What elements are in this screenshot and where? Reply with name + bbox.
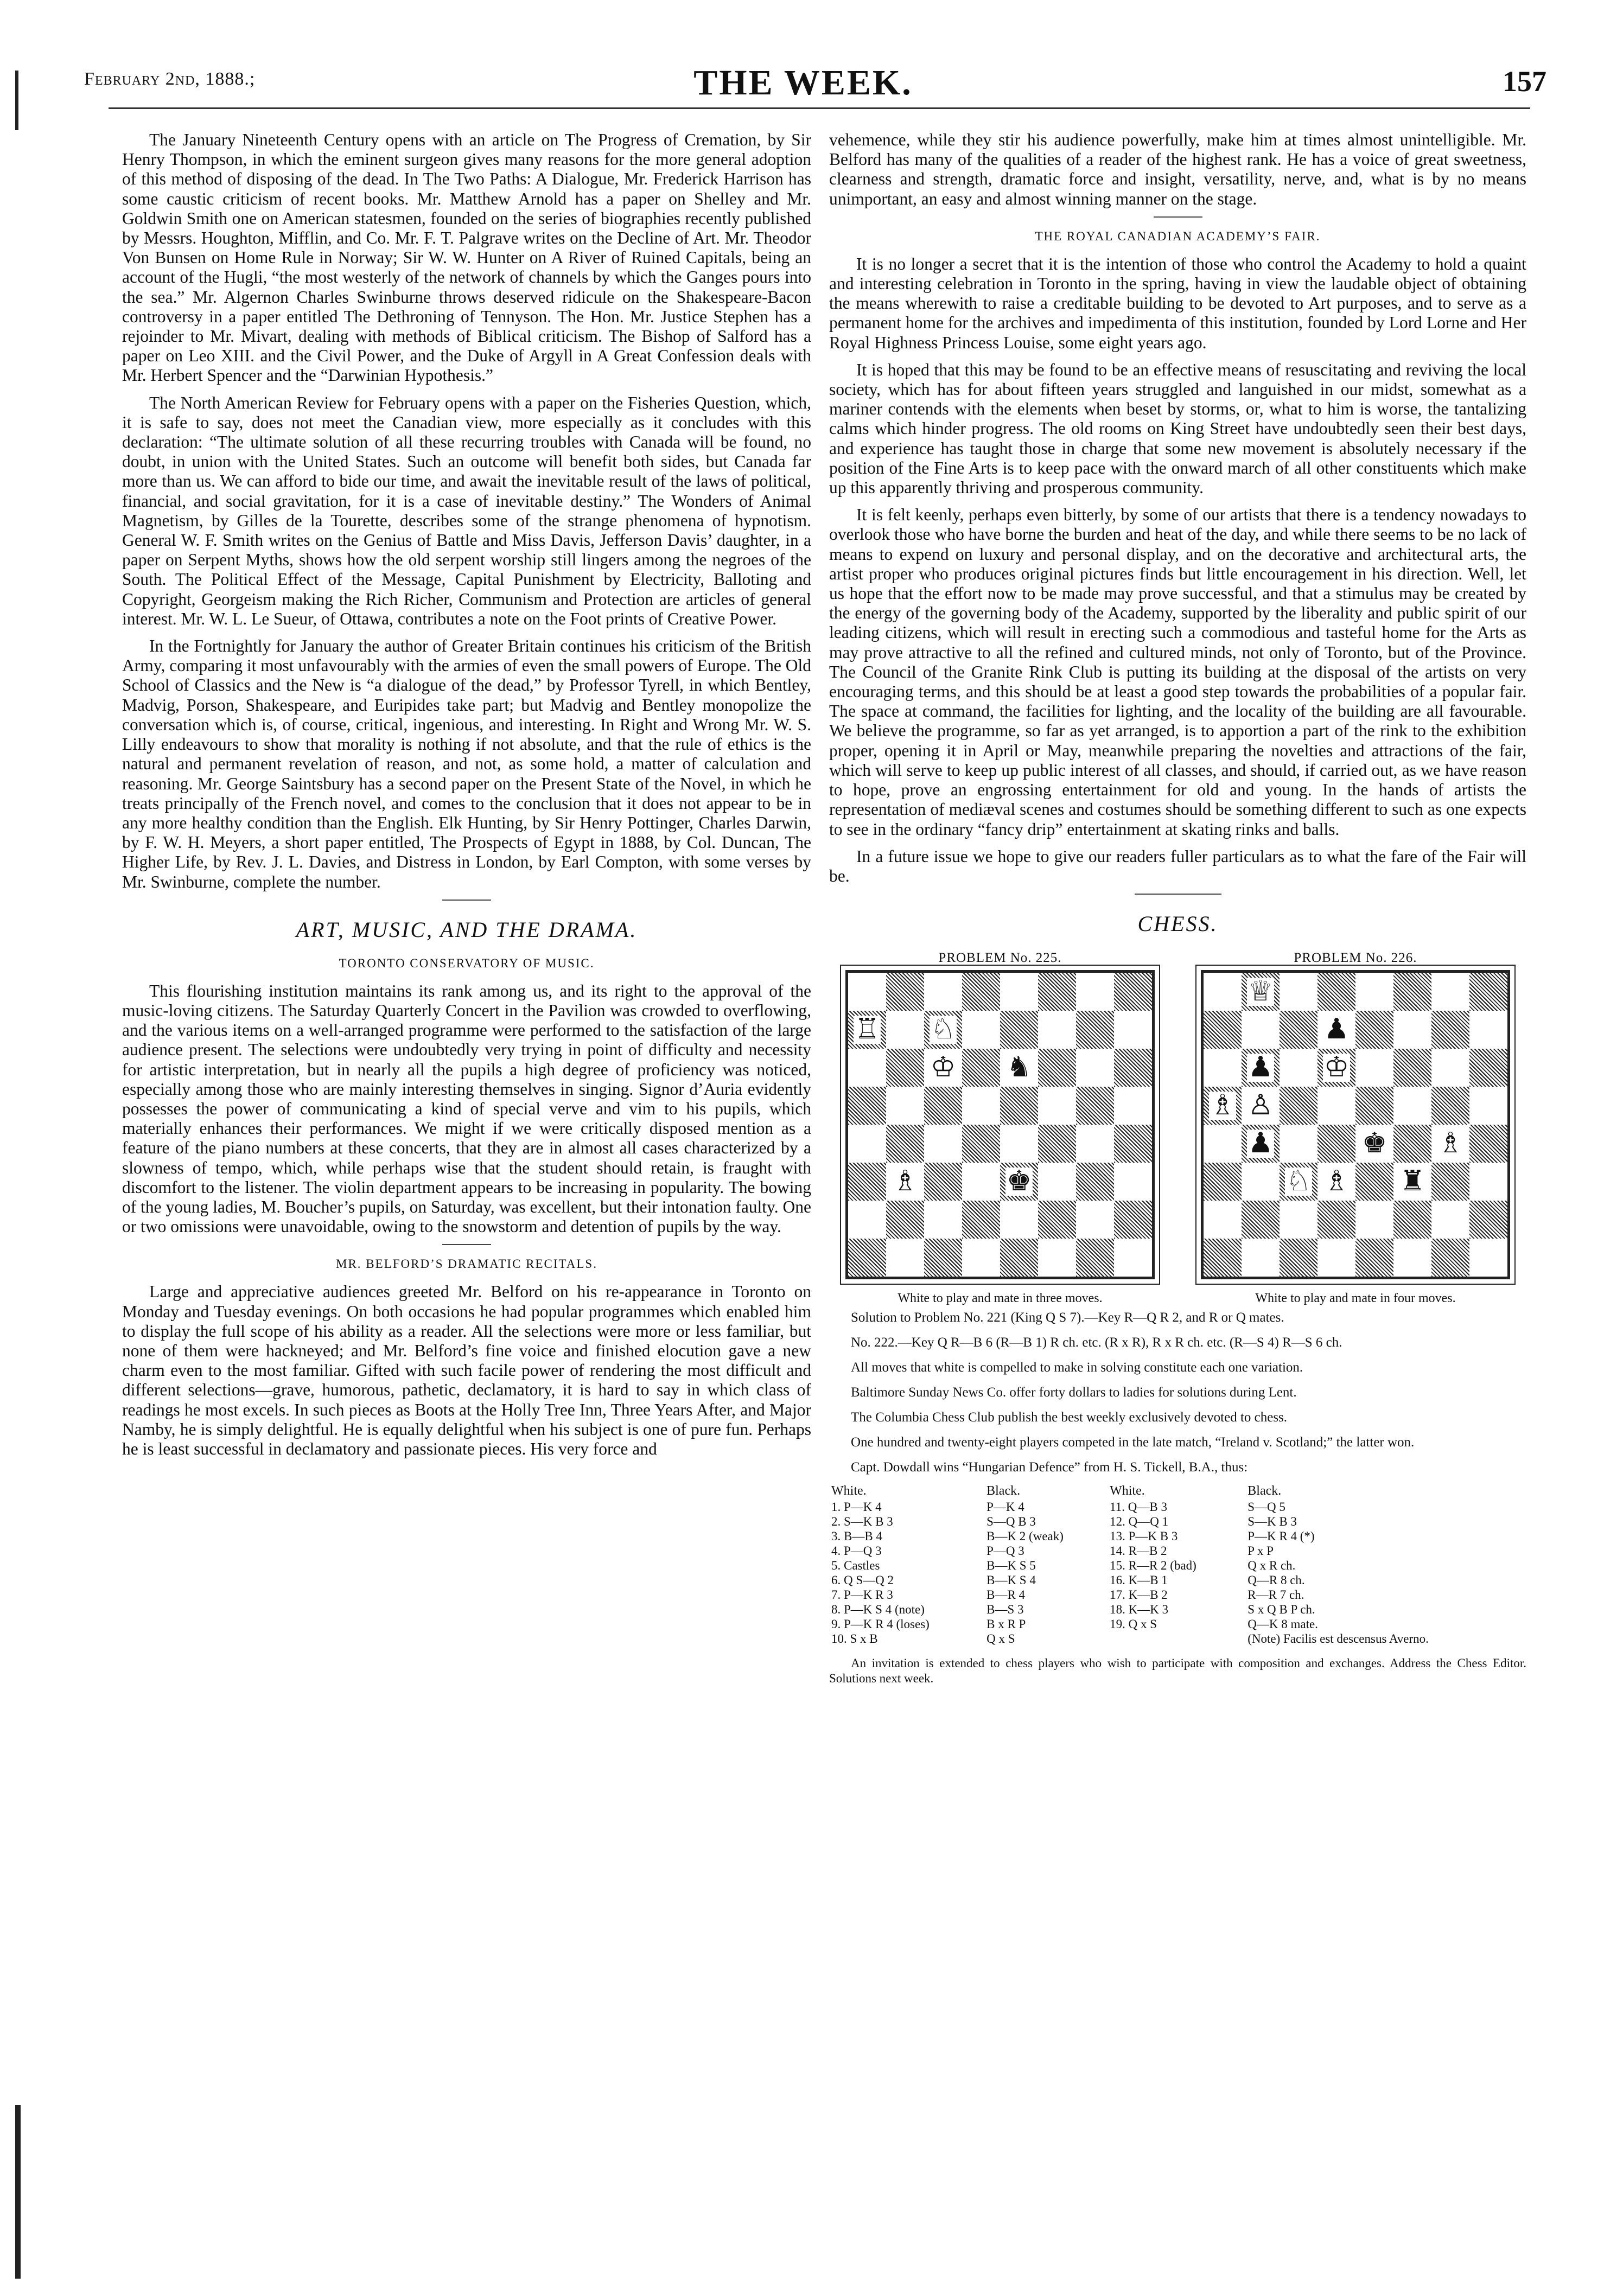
table-row: [829, 1617, 1526, 1631]
board-square: [886, 1011, 924, 1049]
board-square: [1469, 1087, 1507, 1125]
game-move: [1107, 1631, 1245, 1646]
board-square: [1317, 973, 1355, 1011]
article-conservatory: This flourishing institution maintains its rank among us, and its right to the approval of the music-loving citizens. The Saturday Quarterly Concert in the Pavilion was crowded to overflowing, and the various items on a well-arranged programme were performed to the satisfaction of the large audience present. The selections were undoubtedly very trying in point of difficulty and necessity for artistic interpretation, but in nearly all the pupils a high degree of proficiency was noticed, especially among those who are mainly interesting themselves in singing. Signor d’Auria evidently possesses the power of communicating a kind of special verve and vim to his pupils, which materially enhances their performances. We might if we were critically disposed mention as a feature of the piano numbers at these concerts, that they are in almost all cases characterized by a slowness of tempo, which, while perhaps wise that the student should retain, is fraught with discomfort to the listener. The violin department appears to be increasing in popularity. The bowing of the young ladies, M. Boucher’s pupils, on Saturday, was excellent, but their intonation faulty. One or two omissions were unavoidable, owing to the snowstorm and detention of pupils by the way.: [122, 981, 811, 1236]
board-square: [1038, 1239, 1076, 1277]
board-square: [1280, 1201, 1317, 1239]
board-square: [1317, 1125, 1355, 1163]
board-square: [962, 1011, 1000, 1049]
game-move: 17. K—B 2: [1110, 1588, 1168, 1602]
board-square: [1431, 973, 1469, 1011]
board-square: [962, 1125, 1000, 1163]
game-move: B—R 4: [986, 1588, 1026, 1602]
header-rule: [109, 107, 1530, 109]
board-square: [1242, 1163, 1280, 1201]
game-move: B—K S 4: [986, 1573, 1036, 1587]
divider: [1154, 216, 1202, 218]
chess-piece-icon: ♔: [1323, 1052, 1350, 1083]
board-square: [1431, 1049, 1469, 1087]
chess-piece-icon: ♗: [892, 1166, 918, 1197]
board-square: [1076, 1049, 1114, 1087]
chess-piece-icon: ♟: [1323, 1014, 1350, 1045]
game-move: 18. K—K 3: [1110, 1603, 1169, 1617]
board-square: [1280, 1125, 1317, 1163]
game-move: Q—K 8 mate.: [1247, 1617, 1318, 1631]
game-move: 9. P—K R 4 (loses): [831, 1617, 930, 1631]
table-row: [829, 1587, 1526, 1602]
game-move: S—Q 5: [1247, 1500, 1285, 1514]
table-row: [829, 1558, 1526, 1573]
game-move: (Note) Facilis est descensus Averno.: [1247, 1632, 1429, 1646]
chess-note: No. 222.—Key Q R—B 6 (R—B 1) R ch. etc. (R x R), R x R ch. etc. (R—S 4) R—S 6 ch.: [851, 1335, 1342, 1350]
board-square: [1280, 1049, 1317, 1087]
board-square: [924, 1163, 962, 1201]
board-square: [1242, 1049, 1280, 1087]
board-square: [962, 1087, 1000, 1125]
problem-label: PROBLEM No. 225.: [938, 951, 1062, 966]
game-move: B x R P: [986, 1617, 1026, 1631]
board-square: [1469, 1163, 1507, 1201]
problem-226: [1185, 951, 1526, 1306]
board-square: [1393, 1087, 1431, 1125]
board-square: [924, 1201, 962, 1239]
chess-piece-icon: ♗: [1323, 1166, 1350, 1197]
chess-piece-icon: ♚: [1361, 1128, 1387, 1159]
board-square: [1431, 1011, 1469, 1049]
board-square: [848, 1049, 886, 1087]
board-square: [1431, 1201, 1469, 1239]
chess-board: [845, 970, 1155, 1279]
board-square: [1076, 1239, 1114, 1277]
page-header: [49, 62, 1557, 106]
game-move: S—K B 3: [1247, 1515, 1297, 1529]
chess-piece-icon: ♗: [1210, 1090, 1236, 1121]
chess-board: [1201, 970, 1510, 1279]
board-square: [962, 1239, 1000, 1277]
article-academy-p1: It is no longer a secret that it is the intention of those who control the Academy to hold a quaint and interesting celebration in Toronto in the spring, having in view the laudable object of obtaining the means wherewith to raise a creditable building to be devoted to Art purposes, and to serve as a permanent home for the archives and impedimenta of this institution, founded by Lord Lorne and Her Royal Highness Princess Louise, some eight years ago.: [829, 254, 1526, 352]
game-move: P—Q 3: [986, 1544, 1024, 1558]
chess-note: Solution to Problem No. 221 (King Q S 7).—Key R—Q R 2, and R or Q mates.: [851, 1310, 1284, 1325]
table-row: [829, 1514, 1526, 1529]
game-score-table: [829, 1484, 1526, 1646]
board-square: [924, 1239, 962, 1277]
board-square: [886, 1239, 924, 1277]
game-move: B—K 2 (weak): [986, 1529, 1064, 1544]
subheading-belford: MR. BELFORD’S DRAMATIC RECITALS.: [336, 1257, 597, 1271]
board-square: [1114, 1049, 1152, 1087]
game-move: 15. R—R 2 (bad): [1110, 1559, 1196, 1573]
board-square: [1393, 1163, 1431, 1201]
board-square: [962, 1049, 1000, 1087]
board-square: [1355, 1087, 1393, 1125]
game-move: 4. P—Q 3: [831, 1544, 882, 1558]
right-column: [829, 130, 1526, 1694]
chess-piece-icon: ♙: [1247, 1090, 1274, 1121]
article-academy-p4: In a future issue we hope to give our readers fuller particulars as to what the fare of the Fair will be.: [829, 846, 1526, 885]
chess-piece-icon: ♟: [1247, 1052, 1274, 1083]
chess-problems: [829, 951, 1526, 1306]
board-square: [1076, 1087, 1114, 1125]
board-square: [1204, 1125, 1242, 1163]
game-move: 11. Q—B 3: [1110, 1500, 1167, 1514]
article-nineteenth-century: The January Nineteenth Century opens with an article on The Progress of Cremation, by Sir Henry Thompson, in which the eminent surgeon gives many reasons for the more general adoption of this method of disposing of the dead. In The Two Paths: A Dialogue, Mr. Frederick Harrison has some caustic criticism of recent books. Mr. Matthew Arnold has a paper on Shelley and Mr. Goldwin Smith one on American statesmen, founded on the series of biographies recently published by Messrs. Houghton, Mifflin, and Co. Mr. F. T. Palgrave writes on the Decline of Art. Mr. Theodor Von Bunsen on Home Rule in Norway; Sir W. W. Hunter on A River of Ruined Capitals, being an account of the Hugli, “the most westerly of the network of channels by which the Ganges pours into the sea.” Mr. Algernon Charles Swinburne throws deserved ridicule on the Shakespeare-Bacon controversy in a paper entitled The Dethroning of Tennyson. The Hon. Mr. Justice Stephen has a rejoinder to Mr. Mivart, dealing with methods of Biblical criticism. The Bishop of Salford has a paper on Leo XIII. and the Civil Power, and the Duke of Argyll in A Great Confession deals with Mr. Herbert Spencer and the “Darwinian Hypothesis.”: [122, 130, 811, 385]
board-square: [1317, 1087, 1355, 1125]
subheading-academy-fair: THE ROYAL CANADIAN ACADEMY’S FAIR.: [1035, 229, 1321, 243]
table-row: [829, 1631, 1526, 1646]
board-square: [1000, 1011, 1038, 1049]
table-row: [829, 1500, 1526, 1514]
game-move: 14. R—B 2: [1110, 1544, 1167, 1558]
board-square: [1280, 1239, 1317, 1277]
board-square: [1242, 1011, 1280, 1049]
problem-caption: White to play and mate in four moves.: [1255, 1291, 1456, 1306]
masthead-title: THE WEEK.: [693, 63, 913, 103]
board-square: [1317, 1163, 1355, 1201]
board-square: [1242, 973, 1280, 1011]
game-move: B—K S 5: [986, 1559, 1036, 1573]
board-square: [848, 973, 886, 1011]
chess-piece-icon: ♞: [1006, 1052, 1032, 1083]
board-square: [1393, 1125, 1431, 1163]
game-move: S—Q B 3: [986, 1515, 1036, 1529]
problem-225: [829, 951, 1171, 1306]
board-square: [1469, 1125, 1507, 1163]
board-square: [1076, 1011, 1114, 1049]
board-square: [1242, 1239, 1280, 1277]
chess-piece-icon: ♖: [854, 1014, 880, 1045]
board-square: [1317, 1049, 1355, 1087]
board-square: [848, 1201, 886, 1239]
board-square: [848, 1087, 886, 1125]
chess-note: All moves that white is compelled to make in solving constitute each one variation.: [851, 1360, 1303, 1375]
board-square: [1242, 1087, 1280, 1125]
problem-label: PROBLEM No. 226.: [1294, 951, 1417, 966]
board-square: [886, 1163, 924, 1201]
board-square: [1038, 973, 1076, 1011]
game-move: P—K R 4 (*): [1247, 1529, 1315, 1544]
board-square: [1469, 1011, 1507, 1049]
board-square: [962, 1163, 1000, 1201]
board-square: [1469, 973, 1507, 1011]
game-move: Q—R 8 ch.: [1247, 1573, 1305, 1587]
table-row: [829, 1573, 1526, 1587]
board-square: [848, 1125, 886, 1163]
game-move: 1. P—K 4: [831, 1500, 882, 1514]
column-header: White.: [1110, 1484, 1145, 1498]
board-square: [1469, 1201, 1507, 1239]
column-header: Black.: [1247, 1484, 1282, 1498]
divider: [442, 1244, 491, 1245]
board-square: [1280, 973, 1317, 1011]
game-move: 8. P—K S 4 (note): [831, 1603, 925, 1617]
chess-notes: [829, 1309, 1526, 1476]
board-square: [886, 973, 924, 1011]
board-square: [886, 1049, 924, 1087]
board-square: [924, 1125, 962, 1163]
subheading-conservatory: TORONTO CONSERVATORY OF MUSIC.: [339, 956, 595, 970]
chess-piece-icon: ♟: [1247, 1128, 1274, 1159]
board-square: [924, 1049, 962, 1087]
board-square: [1204, 1049, 1242, 1087]
board-square: [1393, 973, 1431, 1011]
board-square: [1393, 1239, 1431, 1277]
board-square: [1317, 1239, 1355, 1277]
board-square: [1038, 1201, 1076, 1239]
margin-mark: [15, 2105, 21, 2279]
chess-piece-icon: ♔: [930, 1052, 956, 1083]
board-square: [1114, 1201, 1152, 1239]
board-square: [1355, 1049, 1393, 1087]
chess-note: The Columbia Chess Club publish the best weekly exclusively devoted to chess.: [851, 1410, 1288, 1425]
game-move: 13. P—K B 3: [1110, 1529, 1178, 1544]
game-move: 19. Q x S: [1110, 1617, 1157, 1631]
board-square: [1204, 1239, 1242, 1277]
board-square: [1038, 1125, 1076, 1163]
board-square: [1038, 1163, 1076, 1201]
board-square: [1355, 1201, 1393, 1239]
game-move: Q x R ch.: [1247, 1559, 1296, 1573]
problem-caption: White to play and mate in three moves.: [898, 1291, 1103, 1306]
board-square: [1000, 1239, 1038, 1277]
board-square: [1114, 1239, 1152, 1277]
page-number: 157: [1503, 65, 1546, 98]
column-header: White.: [831, 1484, 867, 1498]
chess-note: Capt. Dowdall wins “Hungarian Defence” from H. S. Tickell, B.A., thus:: [851, 1460, 1248, 1475]
divider: [1135, 894, 1221, 895]
board-square: [1038, 1087, 1076, 1125]
board-square: [924, 1087, 962, 1125]
board-square: [924, 973, 962, 1011]
board-square: [1469, 1049, 1507, 1087]
game-move: 3. B—B 4: [831, 1529, 882, 1544]
board-square: [1076, 973, 1114, 1011]
board-square: [1204, 1087, 1242, 1125]
divider: [442, 900, 491, 901]
board-square: [1355, 1011, 1393, 1049]
board-square: [1204, 1011, 1242, 1049]
article-belford-continued: vehemence, while they stir his audience powerfully, make him at times almost unintelligible. Mr. Belford has many of the qualities of a reader of the highest rank. He has a voice of great sweetness, clearness and strength, dramatic force and insight, versatility, nerve, and, what is by no means unimportant, an easy and almost winning manner on the stage.: [829, 130, 1526, 208]
board-square: [1469, 1239, 1507, 1277]
board-square: [924, 1011, 962, 1049]
article-fortnightly: In the Fortnightly for January the author of Greater Britain continues his criticism of the British Army, comparing it most unfavourably with the armies of even the small powers of Europe. The Old School of Classics and the New is “a dialogue of the dead,” by Professor Tyrell, in which Bentley, Madvig, Porson, Shakespeare, and Euripides take part; but Madvig and Bentley monopolize the conversation which is, of course, critical, ingenious, and interesting. In Right and Wrong Mr. W. S. Lilly endeavours to show that morality is nothing if not absolute, and that the rule of ethics is the natural and permanent revelation of reason, and not, as some hold, a matter of calculation and reasoning. Mr. George Saintsbury has a second paper on the Present State of the Novel, in which he treats principally of the French novel, and comes to the conclusion that it does not appear to be in any more healthy condition than the English. Elk Hunting, by Sir Henry Pottinger, Charles Darwin, by F. W. H. Meyers, a short paper entitled, The Prospects of Egypt in 1888, by Col. Duncan, The Higher Life, by Rev. J. L. Davies, and Distress in London, by Earl Compton, with some verses by Mr. Swinburne, complete the number.: [122, 636, 811, 891]
table-row: [829, 1602, 1526, 1617]
chess-note: One hundred and twenty-eight players competed in the late match, “Ireland v. Scotland;” the latter won.: [851, 1435, 1415, 1450]
board-square: [1000, 1163, 1038, 1201]
board-square: [962, 973, 1000, 1011]
game-move: 6. Q S—Q 2: [831, 1573, 894, 1587]
board-square: [1431, 1239, 1469, 1277]
board-square: [848, 1011, 886, 1049]
board-square: [1000, 1049, 1038, 1087]
article-belford: Large and appreciative audiences greeted Mr. Belford on his re-appearance in Toronto on Monday and Tuesday evenings. On both occasions he had popular programmes which enabled him to display the full scope of his ability as a reader. All the selections were more or less familiar, but none of them were hackneyed; and Mr. Belford’s fine voice and finished elocution gave a new charm even to the most familiar. Gifted with such facile power of rendering the most difficult and different selections—grave, humorous, pathetic, declamatory, it is hard to say in which class of readings he most excels. In such pieces as Boots at the Holly Tree Inn, Three Years After, and Major Namby, he is simply delightful. He is equally delightful when his subject is one of pure fun. Perhaps he is least successful in declamatory and passionate pieces. His very force and: [122, 1282, 811, 1458]
board-square: [1038, 1049, 1076, 1087]
game-move: B—S 3: [986, 1603, 1024, 1617]
board-square: [1431, 1125, 1469, 1163]
board-square: [1204, 973, 1242, 1011]
board-square: [1317, 1011, 1355, 1049]
board-square: [1000, 1201, 1038, 1239]
game-move: P x P: [1247, 1544, 1274, 1558]
board-square: [1355, 1163, 1393, 1201]
game-move: 16. K—B 1: [1110, 1573, 1168, 1587]
column-header: Black.: [986, 1484, 1021, 1498]
board-square: [1393, 1201, 1431, 1239]
board-square: [1355, 1239, 1393, 1277]
board-square: [1114, 1125, 1152, 1163]
board-square: [1000, 1125, 1038, 1163]
board-square: [1355, 973, 1393, 1011]
board-square: [1393, 1049, 1431, 1087]
game-move: S x Q B P ch.: [1247, 1603, 1315, 1617]
board-square: [1204, 1201, 1242, 1239]
chess-note: Baltimore Sunday News Co. offer forty dollars to ladies for solutions during Lent.: [851, 1385, 1297, 1400]
board-square: [1114, 973, 1152, 1011]
board-square: [886, 1201, 924, 1239]
chess-piece-icon: ♕: [1247, 976, 1274, 1007]
board-square: [1280, 1163, 1317, 1201]
board-square: [1280, 1011, 1317, 1049]
board-square: [1317, 1201, 1355, 1239]
board-square: [1114, 1087, 1152, 1125]
chess-piece-icon: ♘: [1285, 1166, 1312, 1197]
game-move: 2. S—K B 3: [831, 1515, 893, 1529]
board-square: [886, 1125, 924, 1163]
board-square: [1000, 973, 1038, 1011]
board-square: [1114, 1163, 1152, 1201]
article-north-american-review: The North American Review for February opens with a paper on the Fisheries Question, which, it is safe to say, does not meet the Canadian view, more especially as it concludes with this declaration: “The ultimate solution of all these recurring troubles with Canada will be found, no doubt, in union with the United States. Such an outcome will benefit both sides, but Canada far more than us. We can afford to bide our time, and await the inevitable result of the laws of political, financial, and social gravitation, for it is a case of inevitable destiny.” The Wonders of Animal Magnetism, by Gilles de la Tourette, describes some of the strange phenomena of hypnotism. General W. F. Smith writes on the Genius of Battle and Miss Davis, Jefferson Davis’ daughter, in a paper on Serpent Myths, shows how the old serpent worship still lingers among the negroes of the South. The Political Effect of the Message, Capital Punishment by Electricity, Balloting and Copyright, Georgeism making the Rich Richer, Communism and Protection are articles of general interest. Mr. W. L. Le Sueur, of Ottawa, contributes a note on the Foot prints of Creative Power.: [122, 393, 811, 628]
board-square: [1280, 1087, 1317, 1125]
table-header-row: [829, 1484, 1526, 1500]
left-column: [122, 130, 811, 1466]
margin-mark: [15, 71, 18, 130]
chess-piece-icon: ♜: [1399, 1166, 1425, 1197]
board-square: [1242, 1125, 1280, 1163]
board-square: [1393, 1011, 1431, 1049]
article-academy-p2: It is hoped that this may be found to be an effective means of resuscitating and reviving the local society, which has for about fifteen years struggled and languished in our midst, somewhat as a mariner contends with the elements when beset by storms, or, what to him is worse, the tantalizing calms which hinder progress. The old rooms on King Street have undoubtedly seen their best days, and experience has taught those in charge that some new movement is absolutely necessary if the position of the Fine Arts is to keep pace with the onward march of all other constituents which make up this apparently thriving and prosperous community.: [829, 360, 1526, 498]
board-square: [1076, 1201, 1114, 1239]
board-square: [1076, 1163, 1114, 1201]
board-square: [1000, 1087, 1038, 1125]
chess-footer: An invitation is extended to chess players who wish to participate with composition and exchanges. Address the Chess Editor. Solutions next week.: [829, 1656, 1526, 1686]
board-square: [1431, 1087, 1469, 1125]
board-square: [1431, 1163, 1469, 1201]
game-move: 12. Q—Q 1: [1110, 1515, 1169, 1529]
game-move: 7. P—K R 3: [831, 1588, 893, 1602]
board-square: [1076, 1125, 1114, 1163]
chess-piece-icon: ♘: [930, 1014, 956, 1045]
game-move: 5. Castles: [831, 1559, 880, 1573]
board-square: [1204, 1163, 1242, 1201]
article-academy-p3: It is felt keenly, perhaps even bitterly, by some of our artists that there is a tendency nowadays to overlook those who have borne the burden and heat of the day, and while there seems to be no lack of means to expend on luxury and personal display, and on the decorative and architectural arts, the artist proper who produces original pictures finds but little encouragement in his direction. Well, let us hope that the effort now to be made may prove successful, and that a stimulus may be created by the energy of the governing body of the Academy, supported by the liberality and public spirit of our leading citizens, which will result in erecting such a commodious and tasteful home for the Arts as may prove attractive to all the refined and cultured minds, not only of Toronto, but of the Province. The Council of the Granite Rink Club is putting its building at the disposal of the artists on very encouraging terms, and this should be at least a good step towards the probabilities of a popular fair. The space at command, the facilities for lighting, and the locality of the building are all favourable. We believe the programme, so far as yet arranged, is to apportion a part of the rink to the exhibition proper, opening it in April or May, meanwhile preparing the novelties and attractions of the fair, which will serve to keep up public interest of all classes, and should, if carried out, as we have reason to hope, prove an engrossing entertainment for old and young. In the hands of artists the representation of mediæval scenes and costumes should be something different to such as one expects to see in the ordinary “fancy drip” entertainment at skating rinks and balls.: [829, 505, 1526, 839]
game-move: P—K 4: [986, 1500, 1024, 1514]
board-square: [1242, 1201, 1280, 1239]
board-square: [886, 1087, 924, 1125]
table-row: [829, 1544, 1526, 1558]
section-title-art-music-drama: ART, MUSIC, AND THE DRAMA.: [296, 917, 638, 942]
game-move: Q x S: [986, 1632, 1015, 1646]
issue-date: February 2nd, 1888.;: [84, 69, 256, 89]
board-square: [962, 1201, 1000, 1239]
board-square: [848, 1239, 886, 1277]
board-square: [1114, 1011, 1152, 1049]
chess-piece-icon: ♗: [1437, 1128, 1463, 1159]
game-move: 10. S x B: [831, 1632, 878, 1646]
section-title-chess: CHESS.: [1137, 911, 1218, 936]
board-square: [1355, 1125, 1393, 1163]
game-move: R—R 7 ch.: [1247, 1588, 1304, 1602]
chess-piece-icon: ♚: [1006, 1166, 1032, 1197]
board-square: [848, 1163, 886, 1201]
table-row: [829, 1529, 1526, 1544]
board-square: [1038, 1011, 1076, 1049]
